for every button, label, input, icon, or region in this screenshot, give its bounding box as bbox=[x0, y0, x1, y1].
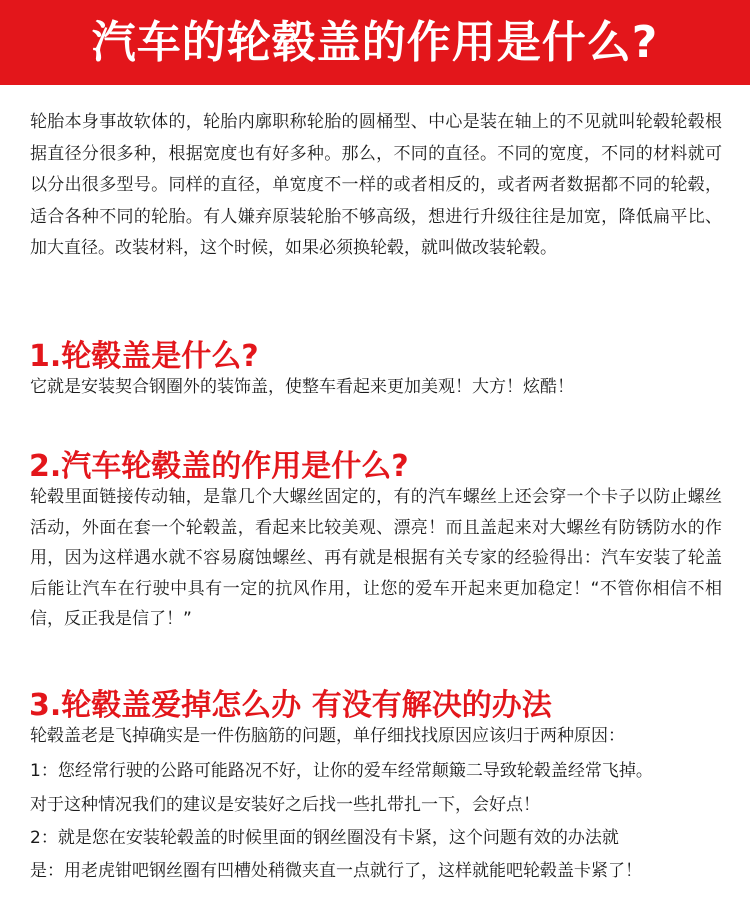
section-2-body: 轮毂里面链接传动轴，是靠几个大螺丝固定的，有的汽车螺丝上还会穿一个卡子以防止螺丝活动，外面在套一个轮毂盖，看起来比较美观、漂亮！而且盖起来对大螺丝有防锈防水的作用，因为这样遇水就不容易腐蚀螺丝、再有就是根据有关专家的经验得出：汽车安装了轮盖后能让汽车在行驶中具有一定的抗风作用，让您的爱车开起来更加稳定！“不管你相信不相信，反正我是信了！” bbox=[30, 487, 722, 629]
section-3-line: 是：用老虎钳吧钢丝圈有凹槽处稍微夹直一点就行了，这样就能吧轮毂盖卡紧了！ bbox=[30, 861, 642, 881]
section-3-line: 轮毂盖老是飞掉确实是一件伤脑筋的问题，单仔细找找原因应该归于两种原因： bbox=[30, 726, 625, 746]
title-banner bbox=[0, 0, 750, 85]
section-3-line: 2：就是您在安装轮毂盖的时候里面的钢丝圈没有卡紧，这个问题有效的办法就 bbox=[30, 828, 619, 848]
intro-paragraph: 轮胎本身事故软体的，轮胎内廓职称轮胎的圆桶型、中心是装在轴上的不见就叫轮毂轮毂根据直径分很多种，根据宽度也有好多种。那么，不同的直径。不同的宽度，不同的材料就可以分出很多型号。同样的直径，单宽度不一样的或者相反的，或者两者数据都不同的轮毂，适合各种不同的轮胎。有人嫌弃原装轮胎不够高级，想进行升级往往是加宽，降低扁平比、加大直径。改装材料，这个时候，如果必须换轮毂，就叫做改装轮毂。 bbox=[30, 112, 722, 258]
section-3-line: 1：您经常行驶的公路可能路况不好，让你的爱车经常颠簸二导致轮毂盖经常飞掉。 bbox=[30, 761, 653, 781]
section-3-heading: 3.轮毂盖爱掉怎么办 有没有解决的办法 bbox=[29, 688, 552, 723]
section-2-heading: 2.汽车轮毂盖的作用是什么? bbox=[29, 449, 409, 484]
page-title: 汽车的轮毂盖的作用是什么? bbox=[91, 17, 659, 68]
section-3-line: 对于这种情况我们的建议是安装好之后找一些扎带扎一下，会好点！ bbox=[30, 795, 540, 815]
section-1-heading: 1.轮毂盖是什么? bbox=[29, 339, 259, 374]
section-1-body: 它就是安装契合钢圈外的装饰盖，使整车看起来更加美观！大方！炫酷！ bbox=[30, 377, 574, 397]
